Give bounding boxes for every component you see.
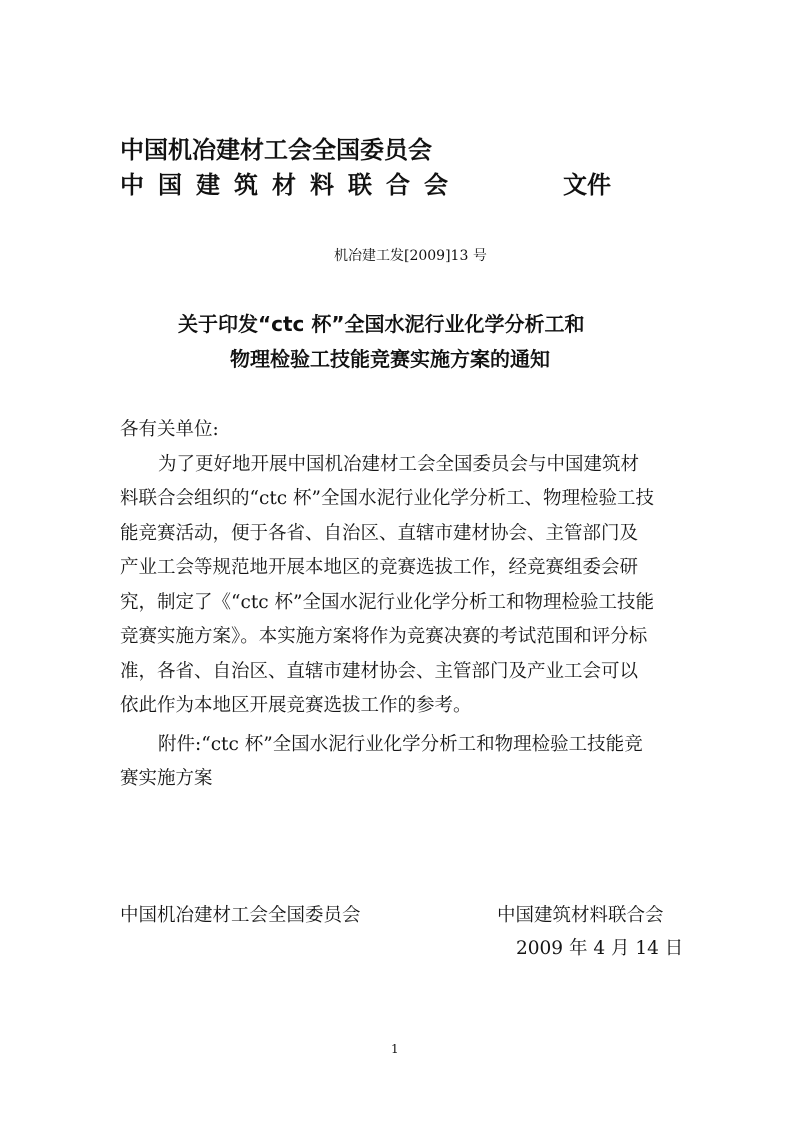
body-line: 为了更好地开展中国机冶建材工会全国委员会与中国建筑材 <box>158 454 640 475</box>
issuer-header-union: 中国机冶建材工会全国委员会 <box>120 136 432 164</box>
body-line: 究，制定了《“ctc 杯”全国水泥行业化学分析工和物理检验工技能 <box>120 592 654 613</box>
body-line: 料联合会组织的“ctc 杯”全国水泥行业化学分析工、物理检验工技 <box>120 488 654 509</box>
document-type-label: 文件 <box>563 171 611 199</box>
document-title-line-2: 物理检验工技能竞赛实施方案的通知 <box>230 347 550 371</box>
signature-date: 2009 年 4 月 14 日 <box>516 938 684 959</box>
document-title-line-1: 关于印发“ctc 杯”全国水泥行业化学分析工和 <box>178 312 585 336</box>
body-line: 能竞赛活动，便于各省、自治区、直辖市建材协会、主管部门及 <box>120 523 639 544</box>
body-line: 产业工会等规范地开展本地区的竞赛选拔工作，经竞赛组委会研 <box>120 557 639 578</box>
attachment-line: 赛实施方案 <box>120 768 213 789</box>
salutation: 各有关单位: <box>120 419 219 440</box>
document-number: 机冶建工发[2009]13 号 <box>334 248 487 264</box>
signature-sender-union: 中国机冶建材工会全国委员会 <box>120 905 361 926</box>
signature-sender-federation: 中国建筑材料联合会 <box>497 905 664 926</box>
attachment-line: 附件:“ctc 杯”全国水泥行业化学分析工和物理检验工技能竞 <box>158 734 643 755</box>
body-line: 依此作为本地区开展竞赛选拔工作的参考。 <box>120 695 472 716</box>
issuer-header-federation: 中国建筑材料联合会 <box>120 171 462 199</box>
body-line: 竞赛实施方案》。本实施方案将作为竞赛决赛的考试范围和评分标 <box>120 626 648 647</box>
page-number: 1 <box>391 1042 399 1056</box>
body-line: 准，各省、自治区、直辖市建材协会、主管部门及产业工会可以 <box>120 661 639 682</box>
